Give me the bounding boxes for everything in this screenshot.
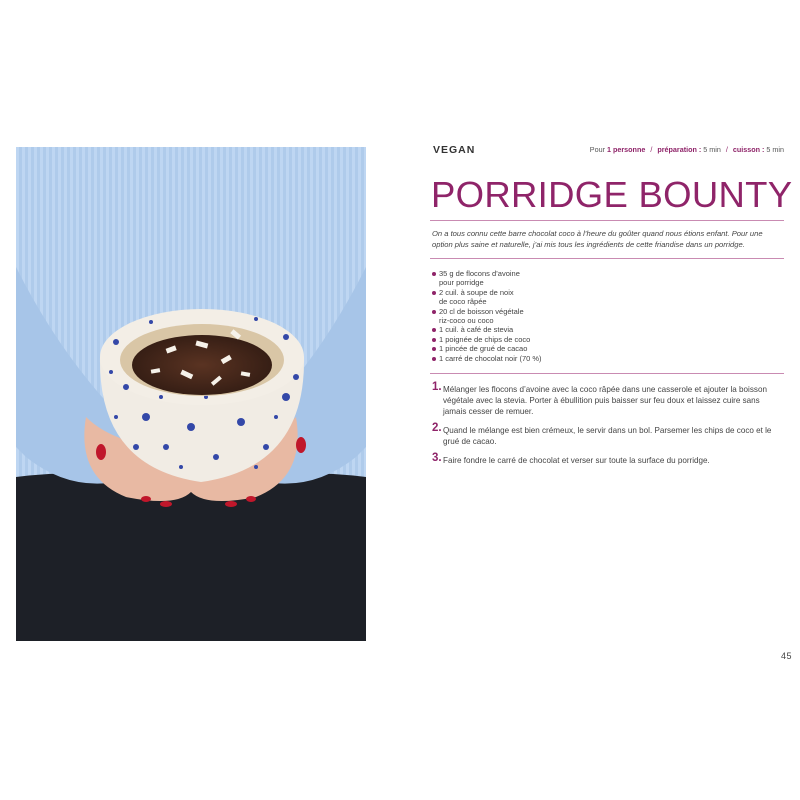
ingredient-line: pour porridge: [439, 278, 484, 288]
meta-separator: /: [650, 145, 653, 154]
ingredient-item: [432, 307, 784, 326]
ingredient-item: [432, 325, 784, 334]
ingredient-line: 1 pincée de grué de cacao: [439, 344, 528, 354]
meta-servings: 1 personne: [606, 145, 646, 154]
recipe-photo: [16, 147, 366, 641]
ingredient-line: 35 g de flocons d’avoine: [439, 269, 520, 278]
ingredient-item: [432, 269, 784, 288]
ingredient-item: [432, 288, 784, 307]
step-number: 3 .: [432, 453, 442, 464]
step-number: 1 .: [432, 382, 442, 393]
meta-prep-label: préparation :: [657, 145, 702, 154]
recipe-title: PORRIDGE BOUNTY: [431, 174, 793, 215]
step-text: Faire fondre le carré de chocolat et verser sur toute la surface du porridge.: [443, 456, 710, 466]
porridge-bowl-photo-icon: [16, 147, 366, 641]
step-text: Quand le mélange est bien crémeux, le servir dans un bol. Parsemer les chips de coco et le grué de cacao.: [443, 426, 772, 447]
divider: [430, 258, 784, 259]
divider: [430, 220, 784, 221]
ingredient-list: [432, 269, 784, 363]
page-number: 45: [780, 651, 792, 661]
ingredient-line: de coco râpée: [439, 297, 487, 307]
meta-cook-label: cuisson :: [732, 145, 765, 154]
ingredient-line: 1 carré de chocolat noir (70 %): [439, 353, 542, 363]
step-text: Mélanger les flocons d’avoine avec la coco râpée dans une casserole et ajouter la boisson végétale avec la stevia. Porter à ébullition puis baisser sur feu doux et laissez cuire sans jamais cesser de remuer.: [443, 385, 767, 417]
recipe-panel: [430, 140, 793, 474]
meta-for-label: Pour: [589, 145, 605, 154]
divider: [430, 373, 784, 374]
step-number: 2 .: [432, 423, 442, 434]
ingredient-line: 1 cuil. à café de stevia: [439, 325, 514, 335]
ingredient-item: [432, 344, 784, 353]
ingredient-item: [432, 335, 784, 344]
ingredient-line: 2 cuil. à soupe de noix: [439, 287, 514, 297]
ingredient-line: 20 cl de boisson végétale: [439, 306, 524, 316]
recipe-topline: [430, 140, 784, 160]
step-list: [432, 381, 784, 466]
recipe-category-tag: VEGAN: [433, 144, 476, 156]
ingredient-line: riz-coco ou coco: [439, 316, 494, 326]
recipe-step: [432, 422, 785, 447]
ingredient-line: 1 poignée de chips de coco: [439, 334, 531, 344]
recipe-step: [432, 381, 785, 417]
recipe-intro: On a tous connu cette barre chocolat coco à l’heure du goûter quand nous étions enfant. Pour une option plus saine et naturelle, j’ai mis tous les ingrédients de cette friandise dans un porridge.: [432, 229, 763, 249]
meta-cook-time: 5 min: [766, 145, 784, 154]
ingredient-item: [432, 354, 784, 363]
meta-prep-time: 5 min: [703, 145, 721, 154]
recipe-meta: [590, 145, 784, 154]
recipe-step: [432, 452, 785, 466]
meta-separator: /: [725, 145, 728, 154]
